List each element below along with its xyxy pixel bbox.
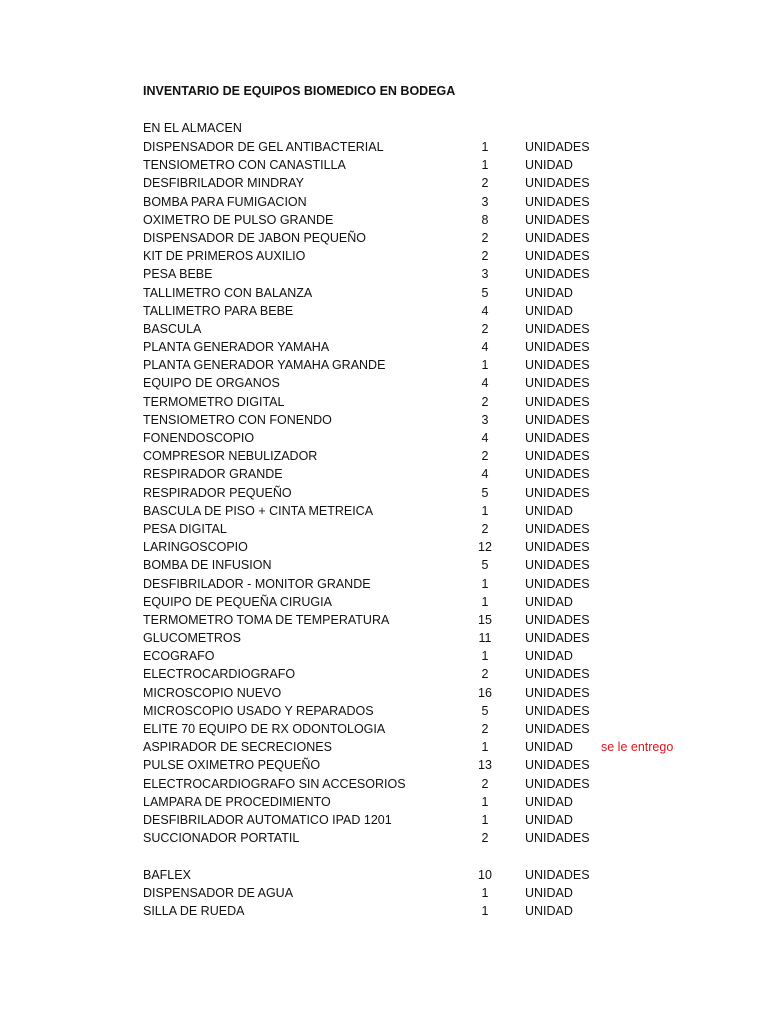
inventory-row <box>0 829 768 847</box>
inventory-row <box>0 520 768 538</box>
item-name: DESFIBRILADOR AUTOMATICO IPAD 1201 <box>143 812 392 827</box>
item-quantity: 1 <box>481 158 489 173</box>
item-unit: UNIDAD <box>525 594 573 609</box>
inventory-row <box>0 684 768 702</box>
item-quantity: 5 <box>481 558 489 573</box>
item-name: GLUCOMETROS <box>143 631 241 646</box>
item-name: TENSIOMETRO CON FONENDO <box>143 412 332 427</box>
item-unit: UNIDADES <box>525 485 590 500</box>
item-name: TERMOMETRO TOMA DE TEMPERATURA <box>143 612 390 627</box>
item-name: RESPIRADOR GRANDE <box>143 467 283 482</box>
item-unit: UNIDADES <box>525 467 590 482</box>
item-unit: UNIDAD <box>525 503 573 518</box>
inventory-row <box>0 156 768 174</box>
item-unit: UNIDADES <box>525 412 590 427</box>
item-unit: UNIDADES <box>525 685 590 700</box>
inventory-row <box>0 393 768 411</box>
item-unit: UNIDADES <box>525 194 590 209</box>
item-name: BOMBA PARA FUMIGACION <box>143 194 307 209</box>
item-name: LARINGOSCOPIO <box>143 540 248 555</box>
inventory-row <box>0 902 768 920</box>
item-name: TERMOMETRO DIGITAL <box>143 394 285 409</box>
item-unit: UNIDADES <box>525 576 590 591</box>
item-name: ELECTROCARDIOGRAFO SIN ACCESORIOS <box>143 776 406 791</box>
inventory-row <box>0 302 768 320</box>
inventory-row <box>0 702 768 720</box>
item-name: MICROSCOPIO USADO Y REPARADOS <box>143 703 374 718</box>
item-quantity: 2 <box>481 776 489 791</box>
inventory-row <box>0 447 768 465</box>
item-quantity: 1 <box>481 740 489 755</box>
item-quantity: 5 <box>481 703 489 718</box>
item-unit: UNIDAD <box>525 794 573 809</box>
item-quantity: 1 <box>481 885 489 900</box>
item-name: KIT DE PRIMEROS AUXILIO <box>143 249 306 264</box>
item-quantity: 16 <box>478 685 492 700</box>
item-quantity: 2 <box>481 230 489 245</box>
item-unit: UNIDADES <box>525 703 590 718</box>
item-quantity: 2 <box>481 394 489 409</box>
inventory-row <box>0 884 768 902</box>
inventory-row <box>0 575 768 593</box>
inventory-row <box>0 720 768 738</box>
item-name: BASCULA DE PISO + CINTA METREICA <box>143 503 374 518</box>
inventory-row <box>0 556 768 574</box>
item-unit: UNIDADES <box>525 776 590 791</box>
item-name: EQUIPO DE PEQUEÑA CIRUGIA <box>143 594 332 609</box>
inventory-row <box>0 502 768 520</box>
item-quantity: 4 <box>481 431 489 445</box>
item-name: LAMPARA DE PROCEDIMIENTO <box>143 794 331 809</box>
inventory-row <box>0 411 768 429</box>
item-name: BAFLEX <box>143 867 191 882</box>
item-name: ELITE 70 EQUIPO DE RX ODONTOLOGIA <box>143 722 386 736</box>
item-name: TALLIMETRO PARA BEBE <box>143 303 294 318</box>
inventory-row <box>0 756 768 774</box>
inventory-row <box>0 138 768 156</box>
item-quantity: 3 <box>481 194 489 209</box>
inventory-row <box>0 265 768 283</box>
inventory-row <box>0 538 768 556</box>
inventory-row <box>0 647 768 665</box>
item-name: PLANTA GENERADOR YAMAHA <box>143 340 330 355</box>
inventory-row <box>0 593 768 611</box>
inventory-row <box>0 738 768 756</box>
inventory-row <box>0 356 768 374</box>
inventory-row <box>0 465 768 483</box>
item-quantity: 2 <box>481 449 489 464</box>
item-quantity: 5 <box>481 485 489 500</box>
item-unit: UNIDAD <box>525 740 573 755</box>
item-name: COMPRESOR NEBULIZADOR <box>143 449 318 464</box>
inventory-row <box>0 229 768 247</box>
item-name: PESA DIGITAL <box>143 521 227 536</box>
inventory-row <box>0 338 768 356</box>
item-name: OXIMETRO DE PULSO GRANDE <box>143 212 334 227</box>
item-unit: UNIDADES <box>525 431 590 445</box>
item-unit: UNIDADES <box>525 667 590 682</box>
item-quantity: 12 <box>478 540 492 555</box>
item-quantity: 4 <box>481 303 489 318</box>
item-name: TALLIMETRO CON BALANZA <box>143 285 313 300</box>
inventory-row <box>0 611 768 629</box>
item-name: DISPENSADOR DE GEL ANTIBACTERIAL <box>143 140 384 154</box>
item-quantity: 1 <box>481 594 489 609</box>
item-name: DESFIBRILADOR MINDRAY <box>143 176 304 191</box>
item-name: MICROSCOPIO NUEVO <box>143 685 282 700</box>
item-quantity: 1 <box>481 903 489 918</box>
item-unit: UNIDADES <box>525 521 590 536</box>
item-name: FONENDOSCOPIO <box>143 431 255 445</box>
item-quantity: 2 <box>481 521 489 536</box>
item-quantity: 1 <box>481 812 489 827</box>
item-unit: UNIDAD <box>525 812 573 827</box>
item-name: ECOGRAFO <box>143 649 215 664</box>
inventory-row <box>0 484 768 502</box>
item-unit: UNIDADES <box>525 831 590 846</box>
item-name: BOMBA DE INFUSION <box>143 558 272 573</box>
item-quantity: 8 <box>481 212 489 227</box>
item-unit: UNIDADES <box>525 212 590 227</box>
item-unit: UNIDADES <box>525 176 590 191</box>
inventory-row <box>0 665 768 683</box>
item-unit: UNIDADES <box>525 631 590 646</box>
item-unit: UNIDADES <box>525 867 590 882</box>
inventory-row <box>0 174 768 192</box>
item-quantity: 2 <box>481 249 489 264</box>
inventory-row <box>0 374 768 392</box>
item-name: PESA BEBE <box>143 267 213 282</box>
item-name: DESFIBRILADOR - MONITOR GRANDE <box>143 576 371 591</box>
inventory-row <box>0 284 768 302</box>
item-unit: UNIDADES <box>525 340 590 355</box>
inventory-row <box>0 320 768 338</box>
item-unit: UNIDADES <box>525 449 590 464</box>
item-quantity: 1 <box>481 576 489 591</box>
item-quantity: 1 <box>481 794 489 809</box>
inventory-row <box>0 247 768 265</box>
item-quantity: 2 <box>481 831 489 846</box>
item-unit: UNIDAD <box>525 303 573 318</box>
item-name: SUCCIONADOR PORTATIL <box>143 831 300 846</box>
item-quantity: 4 <box>481 376 489 391</box>
item-quantity: 3 <box>481 267 489 282</box>
item-unit: UNIDAD <box>525 158 573 173</box>
item-unit: UNIDAD <box>525 885 573 900</box>
item-note: se le entrego <box>601 740 674 755</box>
item-unit: UNIDADES <box>525 358 590 373</box>
item-unit: UNIDADES <box>525 758 590 773</box>
item-quantity: 2 <box>481 722 489 736</box>
item-name: RESPIRADOR PEQUEÑO <box>143 485 292 500</box>
inventory-row <box>0 629 768 647</box>
section-heading: EN EL ALMACEN <box>143 121 242 135</box>
inventory-list <box>0 138 768 920</box>
item-quantity: 1 <box>481 140 489 154</box>
item-quantity: 3 <box>481 412 489 427</box>
inventory-row <box>0 211 768 229</box>
item-unit: UNIDAD <box>525 903 573 918</box>
item-quantity: 10 <box>478 867 492 882</box>
item-quantity: 1 <box>481 358 489 373</box>
item-quantity: 4 <box>481 467 489 482</box>
item-unit: UNIDADES <box>525 267 590 282</box>
item-name: DISPENSADOR DE AGUA <box>143 885 294 900</box>
item-unit: UNIDADES <box>525 540 590 555</box>
item-name: DISPENSADOR DE JABON PEQUEÑO <box>143 230 366 245</box>
item-unit: UNIDAD <box>525 285 573 300</box>
inventory-row <box>0 847 768 883</box>
item-unit: UNIDADES <box>525 321 590 336</box>
item-unit: UNIDADES <box>525 376 590 391</box>
item-unit: UNIDADES <box>525 140 590 154</box>
item-quantity: 5 <box>481 285 489 300</box>
item-name: ASPIRADOR DE SECRECIONES <box>143 740 332 755</box>
item-quantity: 2 <box>481 667 489 682</box>
item-name: ELECTROCARDIOGRAFO <box>143 667 296 682</box>
inventory-row <box>0 429 768 447</box>
item-name: EQUIPO DE ORGANOS <box>143 376 280 391</box>
page-title: INVENTARIO DE EQUIPOS BIOMEDICO EN BODEGA <box>143 84 456 98</box>
item-quantity: 4 <box>481 340 489 355</box>
item-quantity: 15 <box>478 612 492 627</box>
item-name: PULSE OXIMETRO PEQUEÑO <box>143 758 321 773</box>
item-quantity: 11 <box>478 631 492 646</box>
item-unit: UNIDAD <box>525 649 573 664</box>
item-name: TENSIOMETRO CON CANASTILLA <box>143 158 346 173</box>
item-name: SILLA DE RUEDA <box>143 903 245 918</box>
item-unit: UNIDADES <box>525 230 590 245</box>
inventory-row <box>0 793 768 811</box>
item-quantity: 2 <box>481 176 489 191</box>
item-unit: UNIDADES <box>525 722 590 736</box>
item-quantity: 1 <box>481 649 489 664</box>
inventory-row <box>0 193 768 211</box>
inventory-row <box>0 811 768 829</box>
item-name: PLANTA GENERADOR YAMAHA GRANDE <box>143 358 386 373</box>
item-name: BASCULA <box>143 321 202 336</box>
item-unit: UNIDADES <box>525 394 590 409</box>
item-quantity: 13 <box>478 758 492 773</box>
item-unit: UNIDADES <box>525 249 590 264</box>
item-quantity: 1 <box>481 503 489 518</box>
item-unit: UNIDADES <box>525 612 590 627</box>
item-quantity: 2 <box>481 321 489 336</box>
inventory-row <box>0 775 768 793</box>
item-unit: UNIDADES <box>525 558 590 573</box>
